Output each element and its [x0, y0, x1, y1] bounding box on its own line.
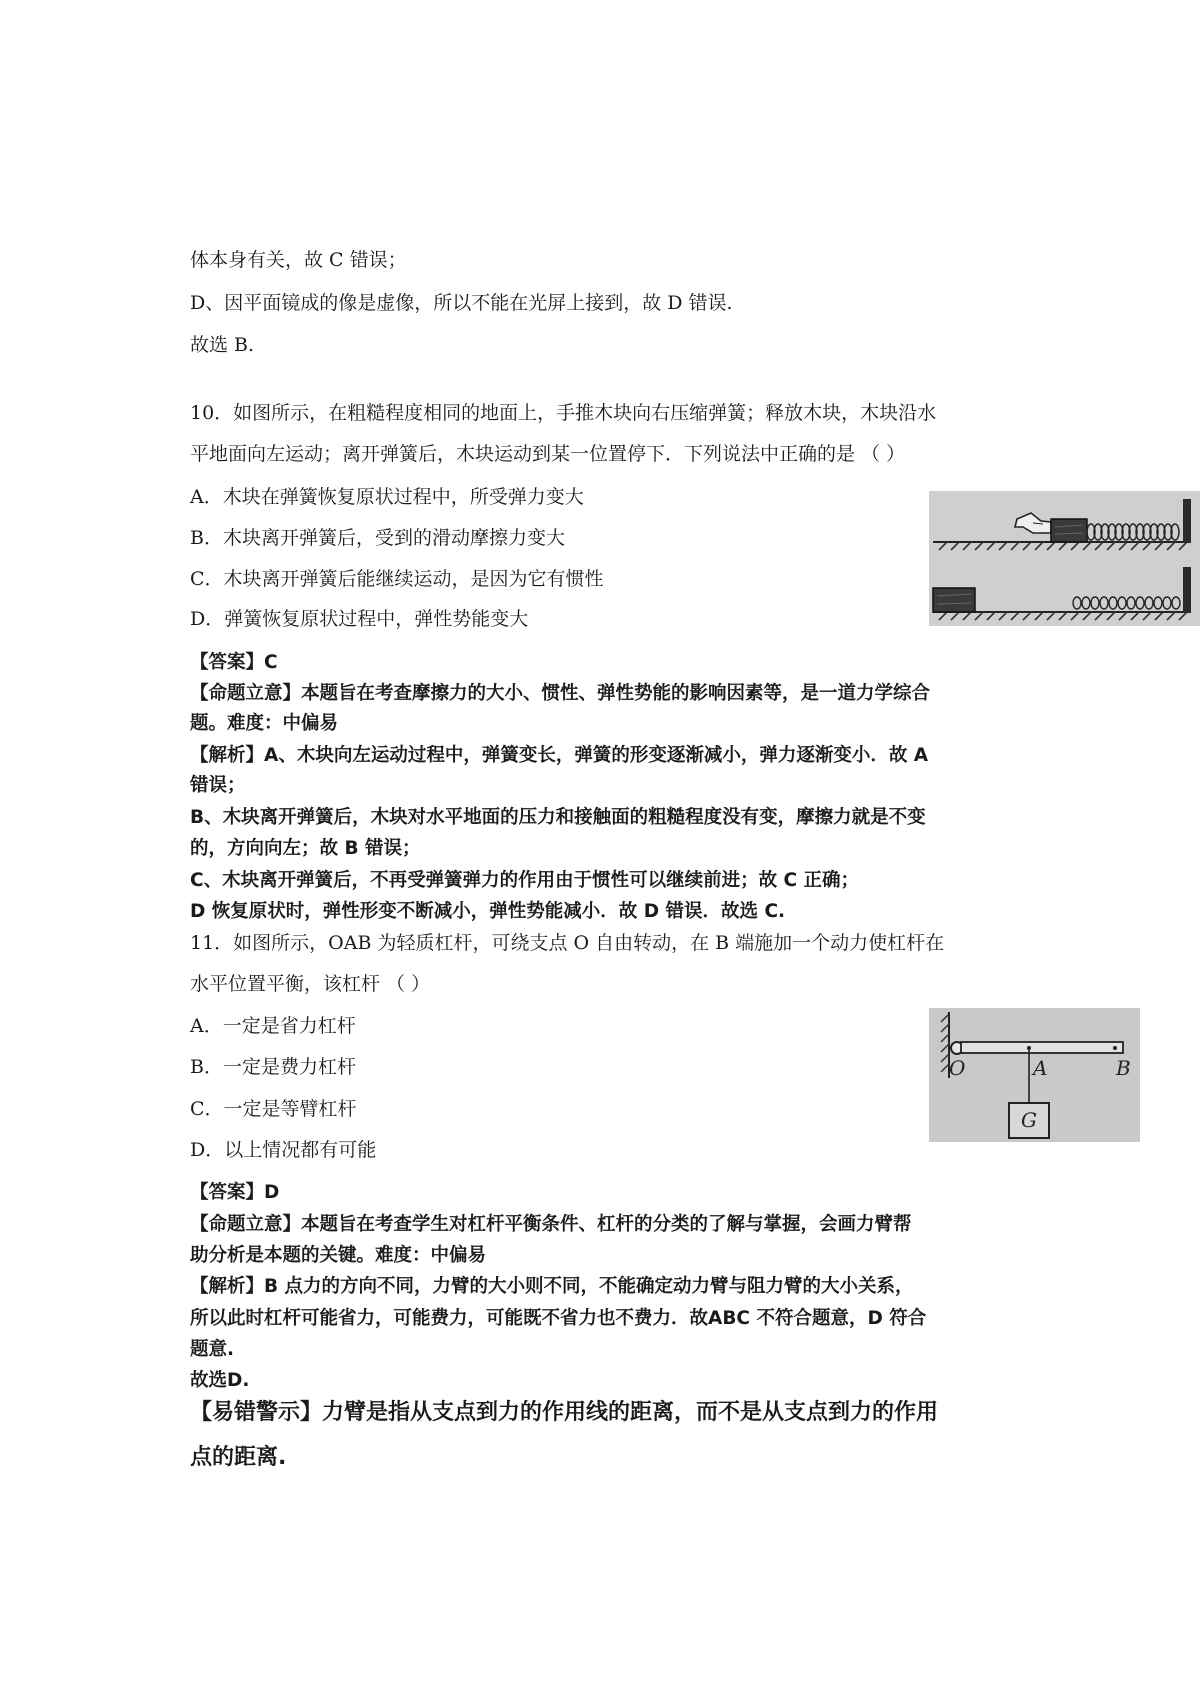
prev-text-line-2: D、因平面镜成的像是虚像，所以不能在光屏上接到，故 D 错误.	[190, 292, 733, 314]
q10-analysis-line-2: 错误；	[190, 775, 246, 796]
prev-choose-line: 故选 B.	[190, 334, 255, 356]
q10-analysis-line-5: C、木块离开弹簧后，不再受弹簧弹力的作用由于惯性可以继续前进；故 C 正确；	[190, 870, 860, 891]
q10-option-d: D．弹簧恢复原状过程中，弹性势能变大	[190, 608, 529, 630]
q11-stem-line-1: 11．如图所示，OAB 为轻质杠杆，可绕支点 O 自由转动，在 B 端施加一个动力使杠杆在	[190, 932, 945, 954]
q10-answer: 【答案】C	[190, 652, 278, 673]
q11-option-b: B．一定是费力杠杆	[190, 1056, 356, 1078]
q11-choose-line: 故选D.	[190, 1370, 250, 1391]
q11-option-a: A．一定是省力杠杆	[190, 1015, 356, 1037]
q10-stem-line-2: 平地面向左运动；离开弹簧后，木块运动到某一位置停下．下列说法中正确的是 （ ）	[190, 443, 906, 465]
q11-analysis-line-2: 所以此时杠杆可能省力，可能费力，可能既不省力也不费力．故ABC 不符合题意，D 符合	[190, 1308, 927, 1329]
q10-option-b: B．木块离开弹簧后，受到的滑动摩擦力变大	[190, 527, 565, 549]
q11-stem-line-2: 水平位置平衡，该杠杆 （ ）	[190, 973, 431, 995]
q11-option-d: D．以上情况都有可能	[190, 1139, 377, 1161]
q10-intent-line-2: 题。难度：中偏易	[190, 713, 339, 734]
q11-label-o: O	[949, 1056, 966, 1080]
q11-warning-line-2: 点的距离.	[190, 1445, 287, 1470]
q10-analysis-line-1: 【解析】A、木块向左运动过程中，弹簧变长，弹簧的形变逐渐减小，弹力逐渐变小．故 A	[190, 745, 929, 766]
q10-option-c: C．木块离开弹簧后能继续运动，是因为它有惯性	[190, 568, 604, 590]
q11-analysis-line-1: 【解析】B 点力的方向不同，力臂的大小则不同，不能确定动力臂与阻力臂的大小关系，	[190, 1276, 914, 1297]
q11-option-c: C．一定是等臂杠杆	[190, 1098, 357, 1120]
q11-label-g: G	[1021, 1108, 1037, 1132]
q10-spring-block-figure	[929, 491, 1200, 626]
q11-intent-line-1: 【命题立意】本题旨在考查学生对杠杆平衡条件、杠杆的分类的了解与掌握，会画力臂帮	[190, 1214, 912, 1235]
q11-analysis-line-3: 题意.	[190, 1339, 235, 1360]
q10-stem-line-1: 10．如图所示，在粗糙程度相同的地面上，手推木块向右压缩弹簧；释放木块，木块沿水	[190, 402, 937, 424]
q11-warning-line-1: 【易错警示】力臂是指从支点到力的作用线的距离，而不是从支点到力的作用	[190, 1400, 939, 1425]
q11-lever-figure	[929, 1008, 1140, 1142]
q10-analysis-line-4: 的，方向向左；故 B 错误；	[190, 838, 421, 859]
q11-answer: 【答案】D	[190, 1182, 280, 1203]
q11-intent-line-2: 助分析是本题的关键。难度：中偏易	[190, 1245, 487, 1266]
q10-analysis-line-6: D 恢复原状时，弹性形变不断减小，弹性势能减小．故 D 错误．故选 C.	[190, 901, 786, 922]
q10-option-a: A．木块在弹簧恢复原状过程中，所受弹力变大	[190, 486, 584, 508]
prev-text-line-1: 体本身有关，故 C 错误；	[190, 249, 407, 271]
q10-analysis-line-3: B、木块离开弹簧后，木块对水平地面的压力和接触面的粗糙程度没有变，摩擦力就是不变	[190, 807, 926, 828]
q11-label-b: B	[1116, 1056, 1131, 1080]
q10-intent-line-1: 【命题立意】本题旨在考查摩擦力的大小、惯性、弹性势能的影响因素等，是一道力学综合	[190, 683, 931, 704]
q11-label-a: A	[1033, 1056, 1048, 1080]
